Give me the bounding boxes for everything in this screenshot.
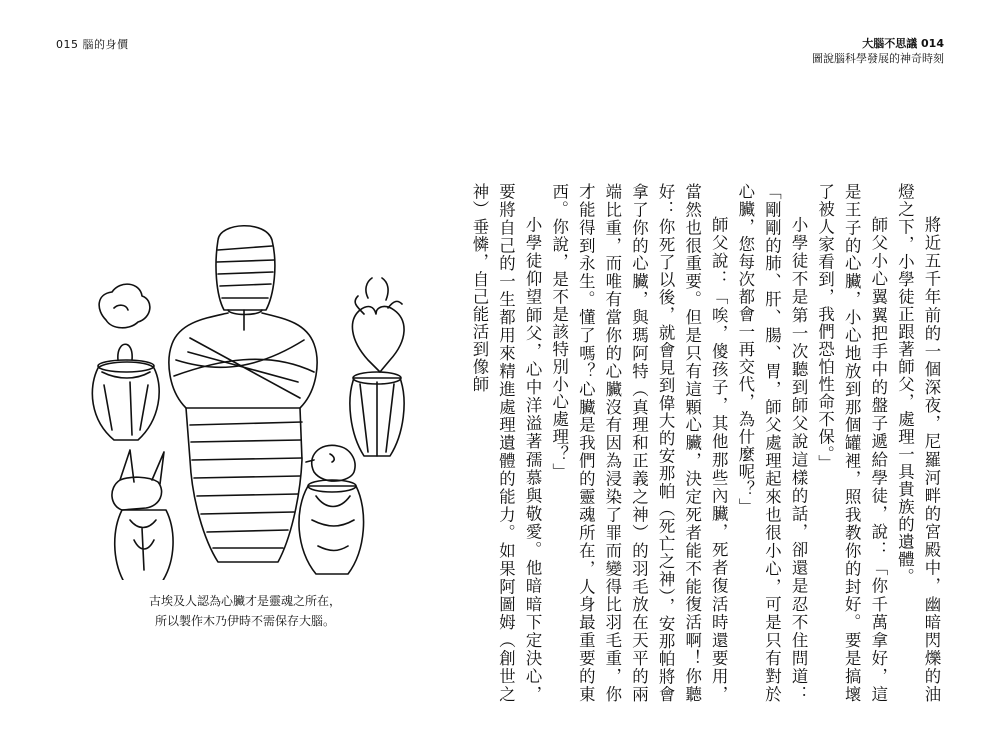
paragraph-4: 師父說：「唉，傻孩子，其他那些內臟，死者復活時還要用，當然也很重要。但是只有這顆心臟，決定死者能不能復活啊！你聽好：你死了以後，就會見到偉大的安那帕（死亡之神），安那帕將會拿了你的心臟，與瑪阿特（真理和正義之神）的羽毛放在天平的兩端比重，而唯有當你的心臟沒有因為浸染了罪而變得比羽毛重，你才能得到永生。懂了嗎？心臟是我們的靈魂所在，人身最重要的東西。你說，是不是該特別小心處理？」 xyxy=(549,183,729,703)
caption-line-2: 所以製作木乃伊時不需保存大腦。 xyxy=(154,614,335,628)
running-header-left: 015 腦的身價 xyxy=(56,38,129,51)
caption-line-1: 古埃及人認為心臟才是靈魂之所在， xyxy=(148,594,341,608)
paragraph-1: 將近五千年前的一個深夜，尼羅河畔的宮殿中，幽暗閃爍的油燈之下，小學徒正跟著師父，處理一具貴族的遺體。 xyxy=(895,183,941,703)
figure-caption xyxy=(115,591,375,631)
mummy-drawing xyxy=(169,226,317,562)
paragraph-5: 小學徒仰望師父，心中洋溢著孺慕與敬愛。他暗暗下定決心，要將自己的一生都用來精進處理遺體的能力。如果阿圖姆（創世之神）垂憐，自己能活到像師 xyxy=(469,183,543,703)
mummy-canopic-jars-illustration xyxy=(68,210,408,580)
canopic-jar-heart xyxy=(350,278,404,456)
paragraph-3: 小學徒不是第一次聽到師父說這樣的話，卻還是忍不住問道：「剛剛的肺、肝、腸、胃，師父處理起來也很小心，可是只有對於心臟，您每次都會一再交代，為什麼呢？」 xyxy=(735,183,809,703)
canopic-jar-falcon xyxy=(299,445,364,574)
book-title-page-number: 大腦不思議 014 xyxy=(862,37,944,50)
vertical-body-text xyxy=(469,183,944,703)
book-subtitle: 圖說腦科學發展的神奇時刻 xyxy=(812,52,944,65)
canopic-jar-jackal xyxy=(112,450,173,580)
running-header-right xyxy=(812,36,944,66)
paragraph-2: 師父小心翼翼把手中的盤子遞給學徒，說：「你千萬拿好，這是王子的心臟，小心地放到那個罐裡，照我教你的封好。要是搞壞了被人家看到，我們恐怕性命不保。」 xyxy=(815,183,888,703)
canopic-jar-left xyxy=(92,284,159,440)
